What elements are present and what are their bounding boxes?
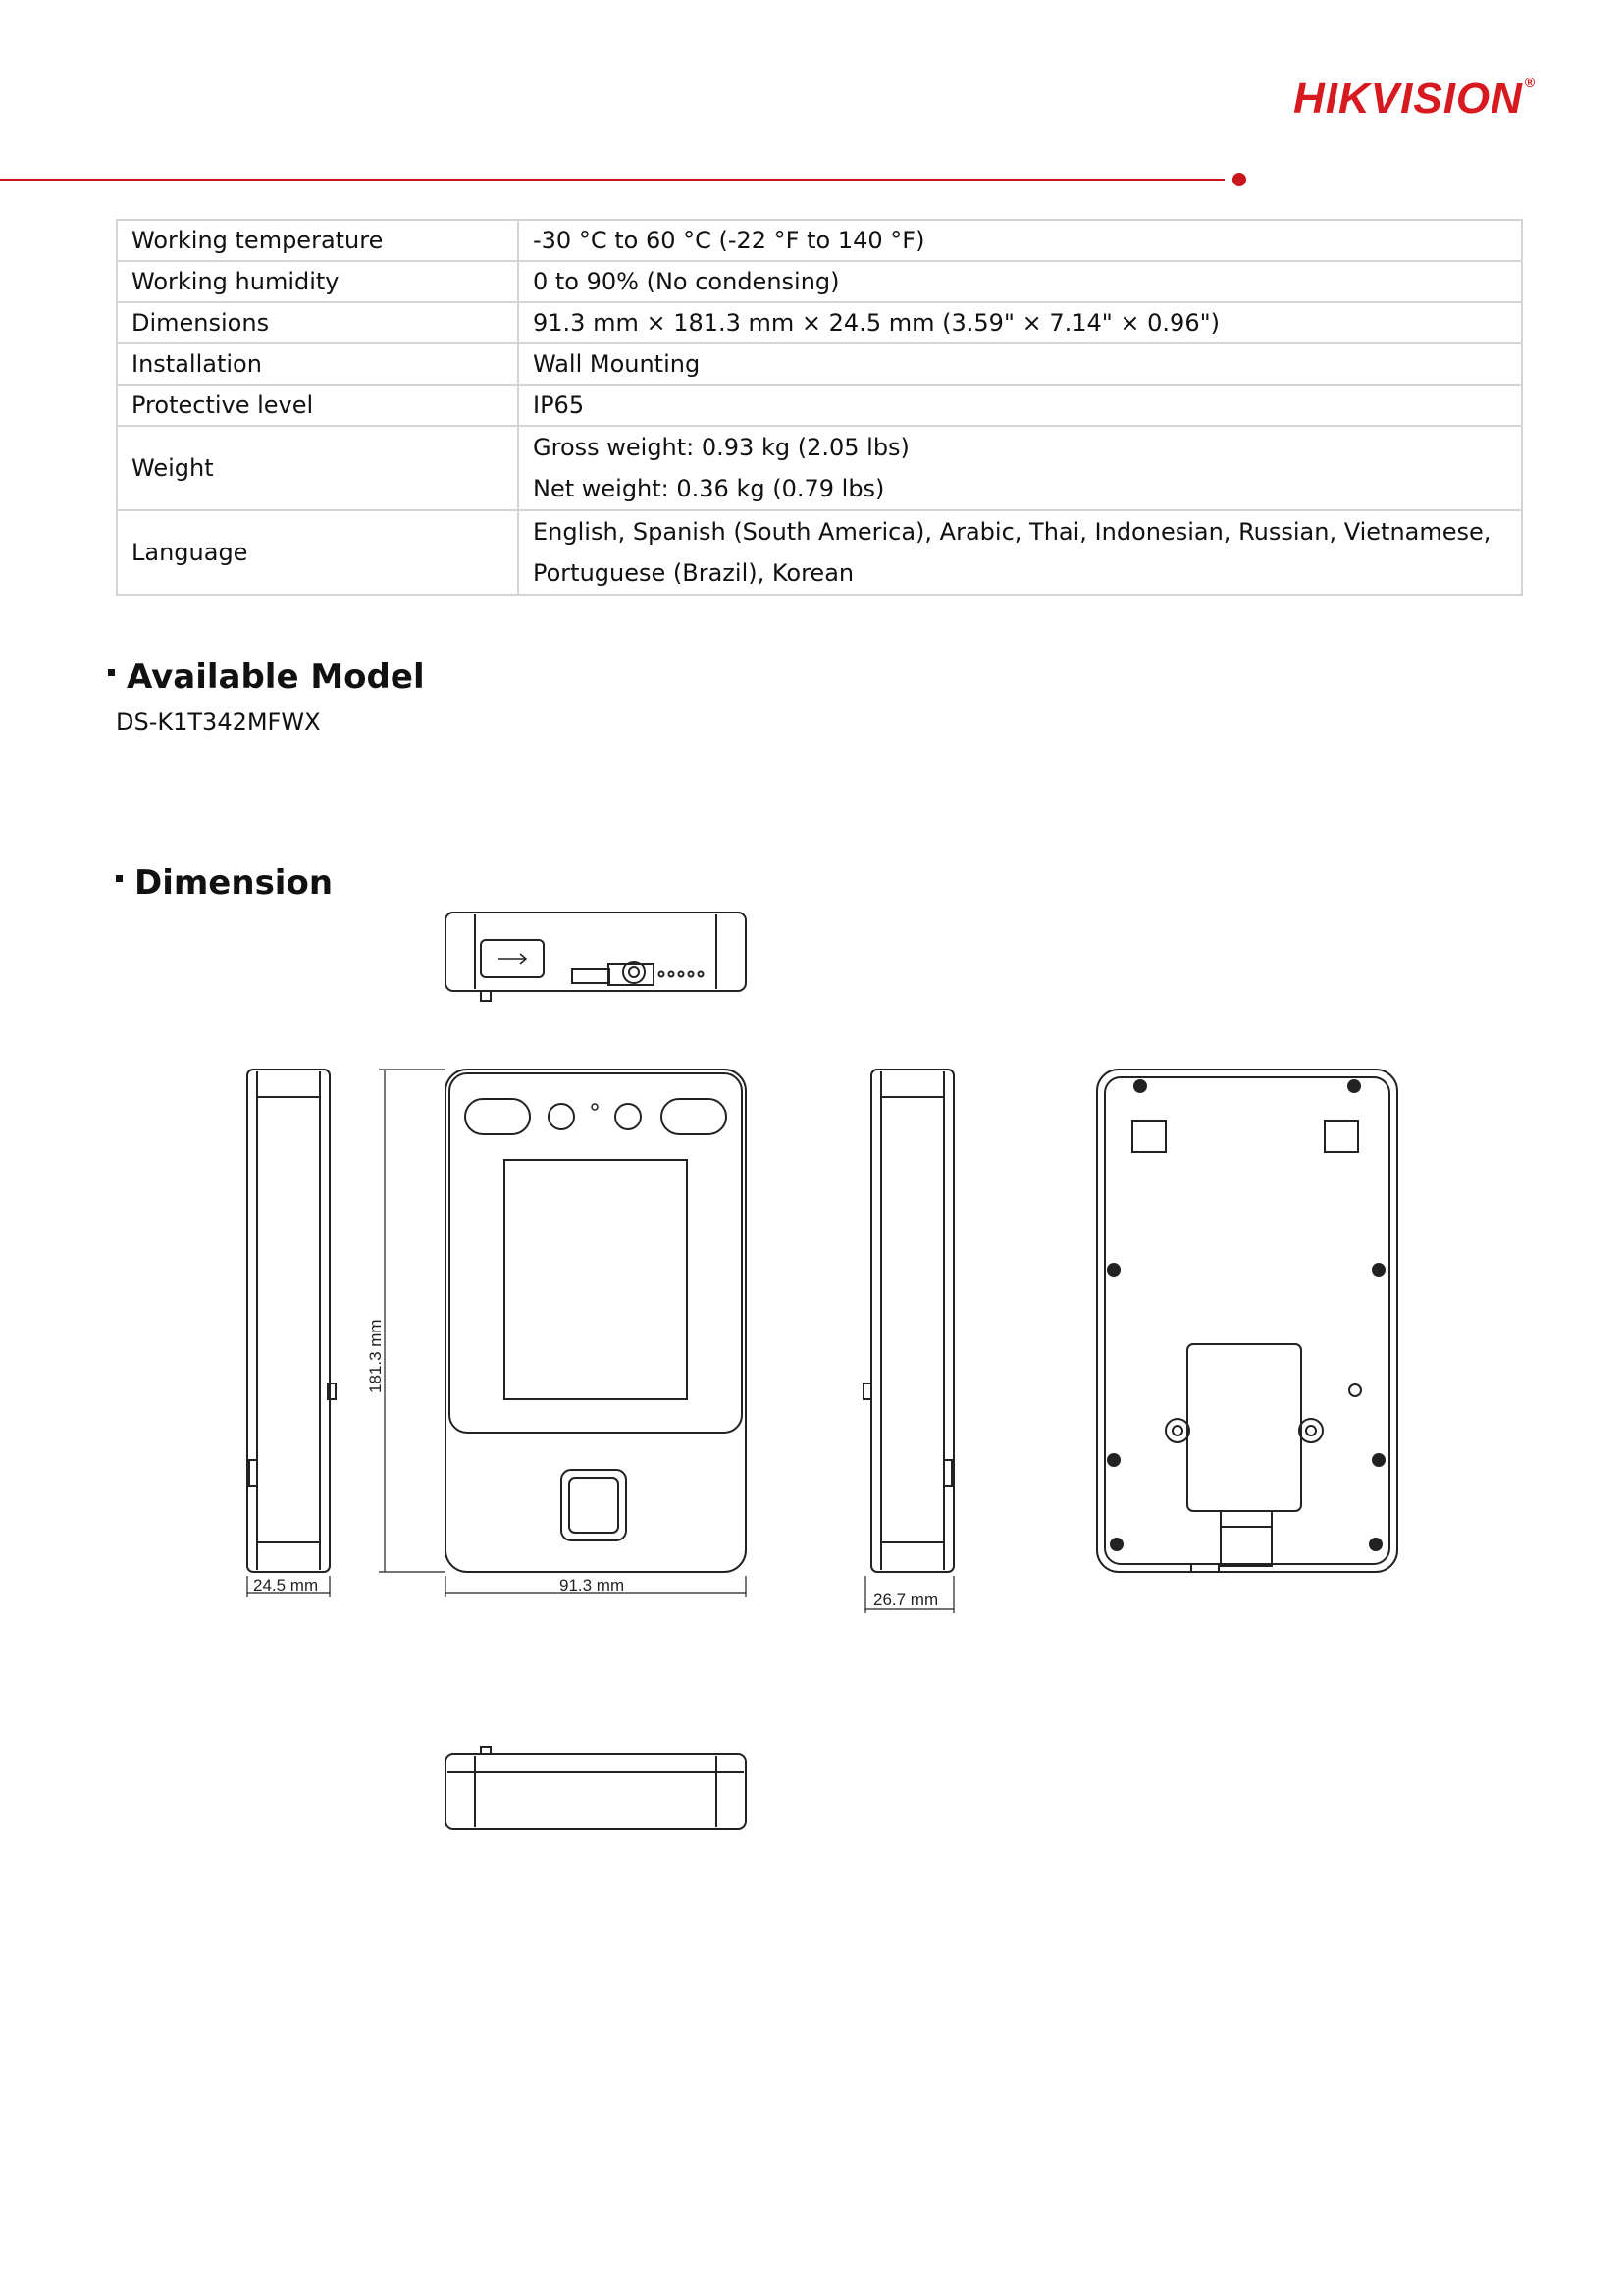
spec-value: IP65 [518, 385, 1522, 426]
header-divider-dot [1232, 173, 1246, 186]
spec-value [518, 426, 1522, 510]
dimension-drawing [0, 883, 1623, 1864]
height-dimension-label: 181.3 mm [366, 1319, 385, 1393]
back-view [1097, 1070, 1397, 1572]
spec-row [117, 261, 1522, 302]
spec-value [518, 510, 1522, 595]
back-view-screws [1107, 1079, 1386, 1551]
spec-row [117, 385, 1522, 426]
dimension-lines [247, 1070, 954, 1613]
spec-label: Working humidity [117, 261, 518, 302]
right-side-view [864, 1070, 954, 1572]
spec-label: Installation [117, 343, 518, 385]
spec-label: Dimensions [117, 302, 518, 343]
model-number: DS-K1T342MFWX [116, 708, 321, 736]
section-bullet-icon [108, 669, 115, 676]
spec-value: 91.3 mm × 181.3 mm × 24.5 mm (3.59" × 7.14" × 0.96") [518, 302, 1522, 343]
section-bullet-icon [116, 875, 123, 882]
spec-value-line: Net weight: 0.36 kg (0.79 lbs) [533, 475, 885, 502]
dimension-heading: Dimension [116, 863, 333, 903]
spec-row [117, 343, 1522, 385]
hikvision-logo: HIKVISION ® [1293, 75, 1537, 123]
spec-label: Language [117, 510, 518, 595]
side-depth-label: 24.5 mm [253, 1576, 319, 1594]
spec-label: Weight [117, 426, 518, 510]
width-dimension-label: 91.3 mm [559, 1576, 625, 1594]
spec-table [116, 219, 1523, 596]
spec-value: 0 to 90% (No condensing) [518, 261, 1522, 302]
header-divider [0, 179, 1225, 181]
left-side-view [247, 1070, 336, 1572]
top-view [445, 913, 746, 1001]
spec-row [117, 510, 1522, 595]
available-model-heading: Available Model [108, 657, 425, 697]
spec-value-line: English, Spanish (South America), Arabic, Thai, Indonesian, Russian, Vietnamese, [533, 518, 1492, 546]
spec-label: Working temperature [117, 220, 518, 261]
spec-value: Wall Mounting [518, 343, 1522, 385]
spec-row [117, 302, 1522, 343]
right-side-depth-label: 26.7 mm [873, 1591, 939, 1609]
spec-row [117, 426, 1522, 510]
spec-row [117, 220, 1522, 261]
spec-value-line: Gross weight: 0.93 kg (2.05 lbs) [533, 434, 910, 461]
bottom-view [445, 1747, 746, 1829]
front-view [445, 1070, 746, 1572]
spec-value-line: Portuguese (Brazil), Korean [533, 559, 855, 587]
spec-label: Protective level [117, 385, 518, 426]
spec-value: -30 °C to 60 °C (-22 °F to 140 °F) [518, 220, 1522, 261]
